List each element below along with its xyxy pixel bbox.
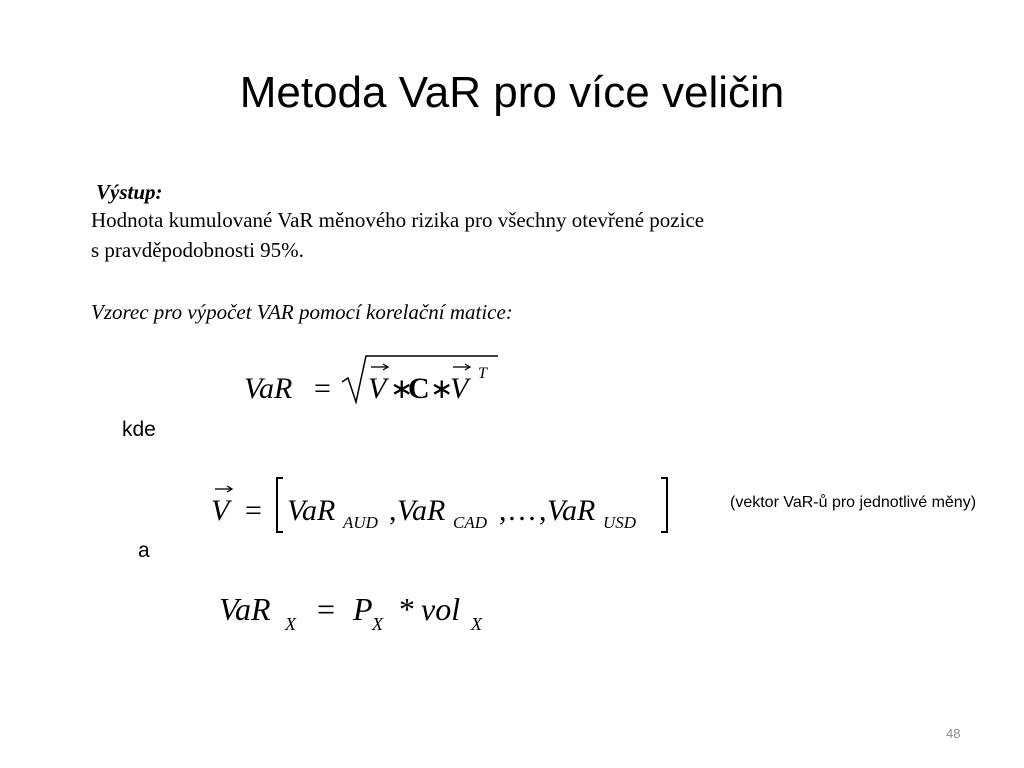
eq1-matrix: C: [408, 372, 430, 405]
left-bracket: [277, 478, 283, 532]
eq2-comma-3: ,: [539, 494, 547, 527]
equation-var-single: [215, 582, 505, 642]
eq1-transpose: T: [478, 365, 487, 382]
eq1-equals: =: [314, 372, 331, 405]
eq3-vol-sub: X: [471, 614, 482, 634]
eq2-sub-usd: USD: [603, 513, 637, 532]
page-number: 48: [946, 726, 961, 741]
eq3-equals: =: [317, 591, 336, 627]
eq1-vector-1: V: [368, 372, 387, 405]
eq1-star-2: ∗: [430, 374, 454, 405]
eq3-star: *: [399, 591, 415, 627]
eq3-lhs: VaR: [219, 591, 271, 627]
eq2-equals: =: [245, 494, 262, 527]
eq2-var-3: VaR: [547, 494, 596, 527]
eq1-star-1: ∗: [390, 374, 414, 405]
eq2-var-2: VaR: [397, 494, 446, 527]
output-text-line-2: s pravděpodobnosti 95%.: [91, 238, 304, 262]
eq2-vector-arrow: [215, 486, 232, 492]
eq2-sub-aud: AUD: [343, 513, 378, 532]
eq2-lhs: V: [211, 494, 230, 527]
eq2-ellipsis: …: [507, 494, 537, 527]
vector-note: (vektor VaR-ů pro jednotlivé měny): [730, 494, 977, 511]
eq3-lhs-sub: X: [285, 614, 296, 634]
eq2-comma-1: ,: [389, 494, 397, 527]
eq1-lhs: VaR: [244, 372, 293, 405]
vector-arrow-2: [453, 364, 470, 370]
formula-intro: Vzorec pro výpočet VAR pomocí korelační matice:: [91, 300, 513, 324]
where-label: kde: [122, 418, 156, 441]
eq2-sub-cad: CAD: [453, 513, 487, 532]
output-text-line-1: Hodnota kumulované VaR měnového rizika pro všechny otevřené pozice: [91, 208, 705, 232]
eq3-p: P: [353, 591, 373, 627]
output-label: Výstup:: [96, 180, 163, 204]
and-label: a: [138, 539, 150, 562]
slide-title: Metoda VaR pro více veličin: [239, 68, 785, 117]
vector-arrow-1: [371, 364, 388, 370]
equation-var-vector: [205, 474, 675, 538]
eq3-p-sub: X: [372, 614, 383, 634]
right-bracket: [661, 478, 667, 532]
equation-var-correlation: [240, 352, 510, 412]
eq3-vol: vol: [421, 591, 461, 627]
eq2-var-1: VaR: [287, 494, 336, 527]
eq1-vector-2: V: [450, 372, 469, 405]
eq2-comma-2: ,: [499, 494, 507, 527]
